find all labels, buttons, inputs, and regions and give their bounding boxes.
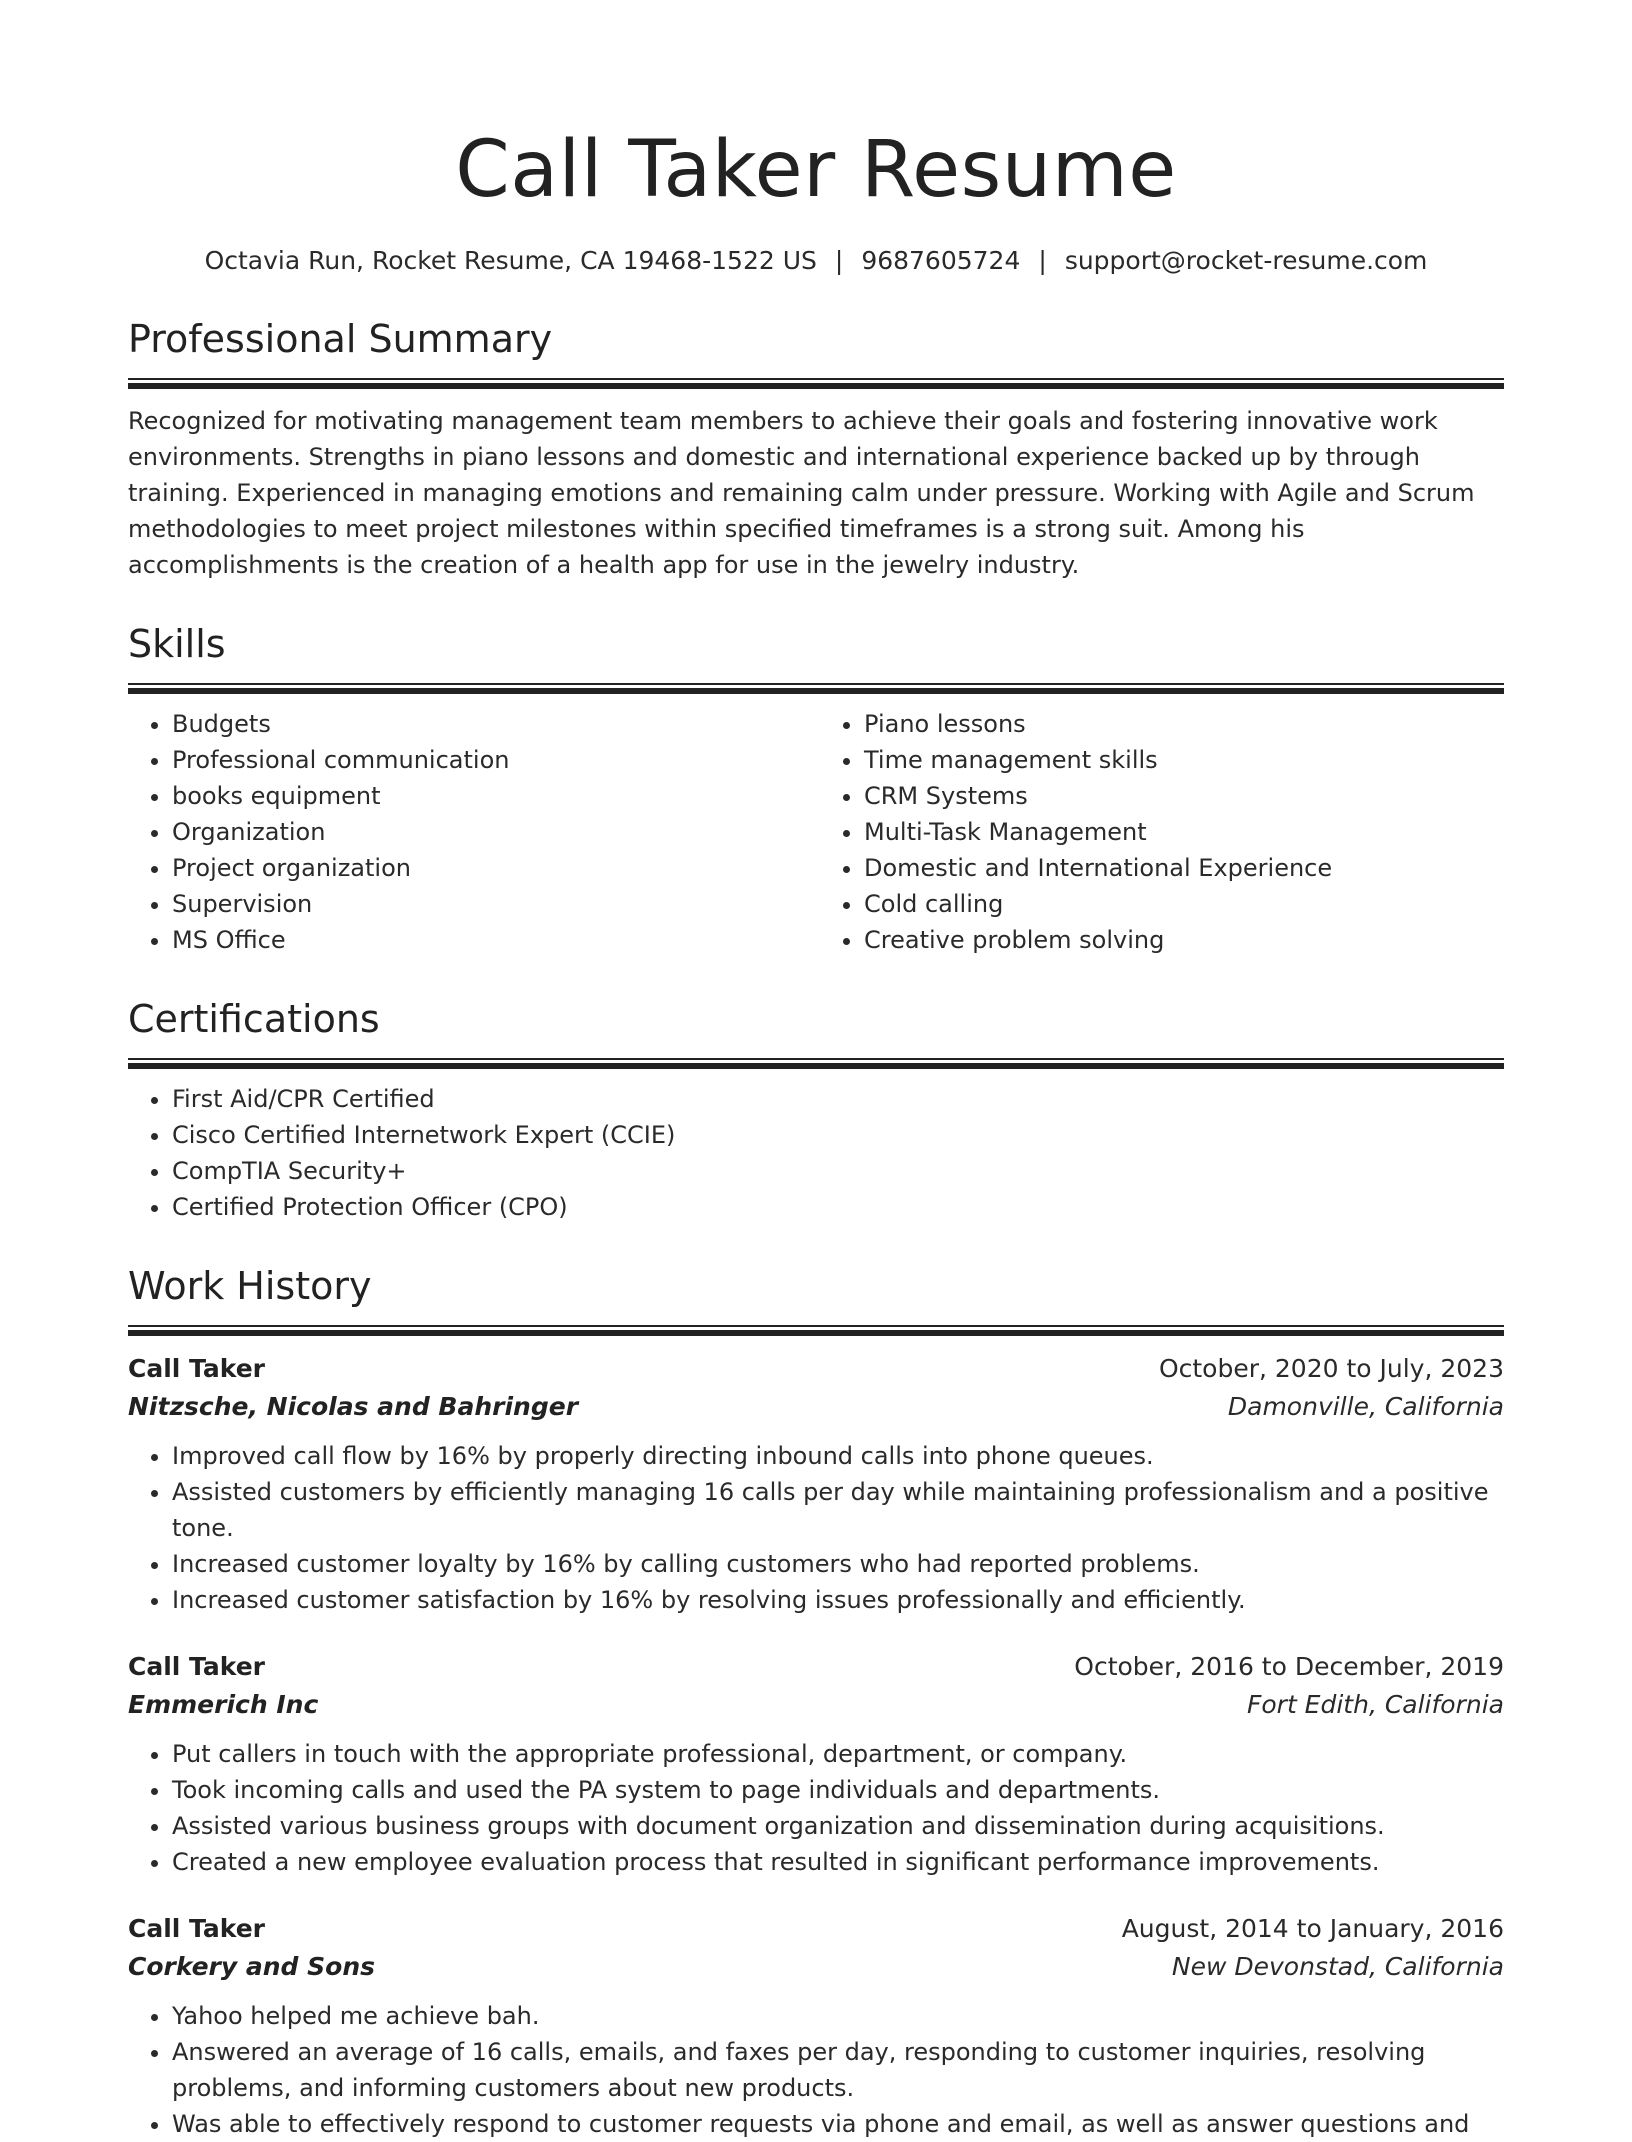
work-history-section xyxy=(128,1261,1504,2142)
contact-separator: | xyxy=(834,246,844,275)
job-location: Fort Edith, California xyxy=(1246,1690,1504,1719)
section-divider xyxy=(128,378,1504,389)
job-company-row xyxy=(128,1948,1504,1986)
skill-item: • Project organization xyxy=(172,850,812,886)
job-location: Damonville, California xyxy=(1227,1392,1504,1421)
skill-item: • Supervision xyxy=(172,886,812,922)
certifications-list xyxy=(128,1081,1504,1225)
contact-email[interactable]: support@rocket-resume.com xyxy=(1064,246,1428,275)
certification-item: • Cisco Certified Internetwork Expert (CCIE) xyxy=(172,1117,1504,1153)
section-title-work-history: Work History xyxy=(128,1264,372,1308)
skills-grid xyxy=(128,706,1504,958)
certification-item: • CompTIA Security+ xyxy=(172,1153,1504,1189)
job-duty-item: • Took incoming calls and used the PA system to page individuals and departments. xyxy=(172,1772,1504,1808)
job-duty-item: • Increased customer satisfaction by 16% by resolving issues professionally and efficiently. xyxy=(172,1582,1504,1618)
job-duty-item: • Put callers in touch with the appropriate professional, department, or company. xyxy=(172,1736,1504,1772)
job-company: Corkery and Sons xyxy=(128,1952,375,1981)
job-header-row xyxy=(128,1648,1504,1686)
skill-item: • CRM Systems xyxy=(864,778,1504,814)
contact-separator: | xyxy=(1038,246,1047,275)
job-header-row xyxy=(128,1910,1504,1948)
certification-item: • First Aid/CPR Certified xyxy=(172,1081,1504,1117)
job-duty-item: • Assisted various business groups with document organization and dissemination during acquisitions. xyxy=(172,1808,1504,1844)
job-duty-item: • Assisted customers by efficiently managing 16 calls per day while maintaining professionalism and a positive tone. xyxy=(172,1474,1504,1546)
skill-item: • MS Office xyxy=(172,922,812,958)
section-divider xyxy=(128,1325,1504,1336)
resume-name: Call Taker Resume xyxy=(455,125,1177,215)
section-title-skills: Skills xyxy=(128,622,226,666)
contact-line xyxy=(128,244,1504,278)
section-title-certifications: Certifications xyxy=(128,997,380,1041)
job-duty-item: • Created a new employee evaluation process that resulted in significant performance improvements. xyxy=(172,1844,1504,1880)
job-duties-list xyxy=(128,1998,1504,2142)
section-title-summary: Professional Summary xyxy=(128,317,553,361)
section-divider xyxy=(128,683,1504,694)
skill-item: • books equipment xyxy=(172,778,812,814)
skill-item: • Time management skills xyxy=(864,742,1504,778)
contact-address: Octavia Run, Rocket Resume, CA 19468-1522 US xyxy=(204,246,817,275)
contact-phone: 9687605724 xyxy=(861,246,1021,275)
summary-section xyxy=(128,314,1504,583)
job-location: New Devonstad, California xyxy=(1171,1952,1504,1981)
summary-text: Recognized for motivating management team members to achieve their goals and fostering innovative work environments. Strengths in piano lessons and domestic and international experience backed up by through training. Experienced in managing emotions and remaining calm under pressure. Working with Agile and Scrum methodologies to meet project milestones within specified timeframes is a strong suit. Among his accomplishments is the creation of a health app for use in the jewelry industry. xyxy=(128,407,1475,579)
job-title: Call Taker xyxy=(128,1914,265,1943)
job-company: Emmerich Inc xyxy=(128,1690,319,1719)
certifications-section xyxy=(128,994,1504,1225)
job-duty-item: • Increased customer loyalty by 16% by calling customers who had reported problems. xyxy=(172,1546,1504,1582)
job-header-row xyxy=(128,1350,1504,1388)
job-duty-item: • Yahoo helped me achieve bah. xyxy=(172,1998,1504,2034)
job-company-row xyxy=(128,1686,1504,1724)
skill-item: • Organization xyxy=(172,814,812,850)
job-dates: August, 2014 to January, 2016 xyxy=(1121,1914,1504,1943)
job-title: Call Taker xyxy=(128,1354,265,1383)
job-dates: October, 2020 to July, 2023 xyxy=(1158,1354,1504,1383)
skill-item: • Domestic and International Experience xyxy=(864,850,1504,886)
job-company-row xyxy=(128,1388,1504,1426)
certification-item: • Certified Protection Officer (CPO) xyxy=(172,1189,1504,1225)
skills-list-left xyxy=(128,706,812,958)
skills-section xyxy=(128,619,1504,958)
job-duties-list xyxy=(128,1736,1504,1880)
job-entry xyxy=(128,1648,1504,1880)
skill-item: • Cold calling xyxy=(864,886,1504,922)
job-title: Call Taker xyxy=(128,1652,265,1681)
section-divider xyxy=(128,1058,1504,1069)
skill-item: • Piano lessons xyxy=(864,706,1504,742)
job-entry xyxy=(128,1350,1504,1618)
job-dates: October, 2016 to December, 2019 xyxy=(1074,1652,1504,1681)
skills-list-right xyxy=(812,706,1504,958)
job-duties-list xyxy=(128,1438,1504,1618)
job-duty-item: • Answered an average of 16 calls, emails, and faxes per day, responding to customer inquiries, resolving problems, and informing customers about new products. xyxy=(172,2034,1504,2106)
job-company: Nitzsche, Nicolas and Bahringer xyxy=(128,1392,579,1421)
skill-item: • Creative problem solving xyxy=(864,922,1504,958)
skill-item: • Multi-Task Management xyxy=(864,814,1504,850)
skill-item: • Professional communication xyxy=(172,742,812,778)
job-duty-item: • Was able to effectively respond to customer requests via phone and email, as well as answer questions and xyxy=(172,2106,1504,2142)
job-entry xyxy=(128,1910,1504,2142)
skill-item: • Budgets xyxy=(172,706,812,742)
job-duty-item: • Improved call flow by 16% by properly directing inbound calls into phone queues. xyxy=(172,1438,1504,1474)
